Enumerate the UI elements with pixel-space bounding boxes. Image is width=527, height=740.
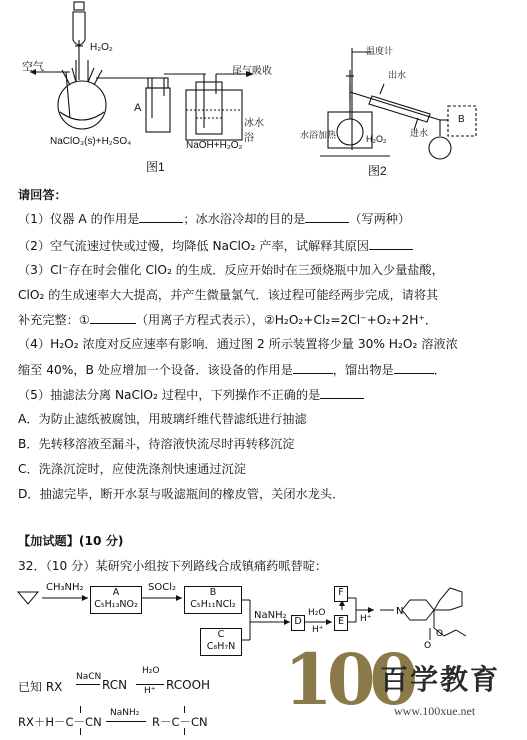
option-a: A．为防止滤纸被腐蚀，用玻璃纤维代替滤纸进行抽滤 xyxy=(18,412,307,426)
q4-part-c: ． xyxy=(433,363,446,377)
box-d: D xyxy=(291,615,305,631)
answer-blank xyxy=(293,361,333,374)
known-reaction-1 xyxy=(18,666,238,696)
eq2-bond-down xyxy=(80,728,81,735)
label-water-bath: 水浴加热 xyxy=(300,130,337,140)
label-instrument-a: A xyxy=(134,102,142,114)
question-3-line-2: ClO₂ 的生成速率大大提高，并产生微量氯气．该过程可能经两步完成，请将其 xyxy=(18,288,439,302)
answer-blank xyxy=(320,386,364,399)
reagent-socl2: SOCl₂ xyxy=(148,582,176,593)
q4-part-b: ，馏出物是 xyxy=(332,363,394,377)
box-c-label: C xyxy=(217,629,225,640)
reagent-h-plus-2: H⁺ xyxy=(360,614,372,624)
answer-blank xyxy=(305,210,349,223)
box-e: E xyxy=(334,615,348,631)
option-c: C．洗涤沉淀时，应使洗涤剂快速通过沉淀 xyxy=(18,462,246,476)
answer-blank xyxy=(369,237,413,250)
known-rcn: RCN xyxy=(102,678,128,692)
q4-part-a: 缩至 40%，B 处应增加一个设备．该设备的作用是 xyxy=(18,363,293,377)
eq2-arrow xyxy=(106,721,146,722)
option-b: B．先转移溶液至漏斗，待溶液快流尽时再转移沉淀 xyxy=(18,437,295,451)
q3-part-b: （用离子方程式表示），②H₂O₂+Cl₂=2Cl⁻+O₂+2H⁺． xyxy=(135,313,438,327)
label-b: B xyxy=(458,114,465,125)
known-prefix: 已知 RX xyxy=(18,680,63,694)
known-reaction-2 xyxy=(18,706,238,736)
label-water-out: 出水 xyxy=(388,70,407,80)
box-a-label: A xyxy=(112,587,120,598)
question-32: 32．（10 分）某研究小组按下列路线合成镇痛药哌替啶： xyxy=(18,559,328,573)
label-water-in: 进水 xyxy=(410,128,429,138)
known-rcooh: RCOOH xyxy=(166,678,211,692)
label-ice-bath: 冰水浴 xyxy=(244,118,264,144)
logo-name: 百学教育 xyxy=(380,663,501,696)
caption-figure-2: 图2 xyxy=(368,164,387,178)
svg-text:O: O xyxy=(424,641,432,651)
eq2-right: R－C－CN xyxy=(152,715,208,729)
eq2-bond-down-right xyxy=(184,728,185,735)
reagent-h-plus: H⁺ xyxy=(312,625,324,635)
reagent-ch3nh2: CH₃NH₂ xyxy=(46,582,84,593)
question-3-line-1: （3）Cl⁻存在时会催化 ClO₂ 的生成．反应开始时在三颈烧瓶中加入少量盐酸， xyxy=(18,263,444,277)
known-reagent-h-plus: H⁺ xyxy=(144,686,156,696)
answer-blank xyxy=(139,210,183,223)
known-arrow-1 xyxy=(76,684,100,685)
question-4-line-2 xyxy=(18,361,446,378)
label-naoh-h2o2: NaOH+H₂O₂ xyxy=(186,140,243,151)
q1-part-a: （1）仪器 A 的作用是 xyxy=(18,212,140,226)
box-c-formula: C₈H₇N xyxy=(206,641,236,652)
q2-text: （2）空气流速过快或过慢，均降低 NaClO₂ 产率，试解释其原因 xyxy=(18,239,369,253)
box-b xyxy=(184,586,242,614)
question-1 xyxy=(18,210,410,227)
eq2-left: RX＋H－C－CN xyxy=(18,715,102,729)
q3-part-a: 补充完整：① xyxy=(18,313,90,327)
box-b-label: B xyxy=(209,587,217,598)
label-tail-gas: 尾气吸收 xyxy=(232,66,272,77)
box-b-formula: C₅H₁₁NCl₂ xyxy=(190,599,236,610)
figure-2 xyxy=(300,40,520,180)
question-4-line-1: （4）H₂O₂ 浓度对反应速率有影响．通过图 2 所示装置将少量 30% H₂O₂ 溶液浓 xyxy=(18,337,458,351)
label-h2o2-fig1: H₂O₂ xyxy=(90,42,113,53)
bonus-header: 【加试题】(10 分) xyxy=(18,534,124,548)
answer-blank xyxy=(90,311,136,324)
q1-part-c: （写两种） xyxy=(349,212,411,226)
reagent-nanh2: NaNH₂ xyxy=(254,610,287,621)
apparatus-diagram-2 xyxy=(300,40,520,180)
known-reagent-nacn: NaCN xyxy=(76,672,102,682)
question-5 xyxy=(18,386,364,403)
svg-text:N: N xyxy=(396,606,404,617)
figure-1 xyxy=(10,0,272,174)
label-air: 空气 xyxy=(22,61,44,73)
reagent-h2o: H₂O xyxy=(308,608,326,618)
answer-blank xyxy=(394,361,434,374)
eq2-bond-up xyxy=(80,706,81,713)
option-d: D．抽滤完毕，断开水泵与吸滤瓶间的橡皮管，关闭水龙头． xyxy=(18,487,345,501)
box-a-formula: C₅H₁₃NO₂ xyxy=(94,599,138,610)
eq2-reagent-nanh2: NaNH₂ xyxy=(110,708,140,718)
logo-watermark xyxy=(284,640,524,738)
label-thermometer: 温度计 xyxy=(366,46,394,56)
question-2 xyxy=(18,237,413,254)
logo-number: 100 xyxy=(284,638,413,721)
label-h2o2-fig2: H₂O₂ xyxy=(366,134,387,144)
box-c xyxy=(200,628,242,656)
intro-text: 请回答： xyxy=(18,188,67,202)
known-reagent-h2o: H₂O xyxy=(142,666,160,676)
caption-figure-1: 图1 xyxy=(146,160,165,174)
svg-text:O: O xyxy=(436,629,444,639)
q1-part-b: ；冰水浴冷却的目的是 xyxy=(183,212,306,226)
q5-text: （5）抽滤法分离 NaClO₂ 过程中，下列操作不正确的是 xyxy=(18,388,321,402)
question-3-line-3 xyxy=(18,311,437,328)
label-reactants: NaClO₃(s)+H₂SO₄ xyxy=(50,136,132,147)
box-f: F xyxy=(334,586,348,602)
logo-url: www.100xue.net xyxy=(394,704,476,718)
known-arrow-2 xyxy=(136,684,164,685)
eq2-bond-up-right xyxy=(184,706,185,713)
box-a xyxy=(90,586,142,614)
